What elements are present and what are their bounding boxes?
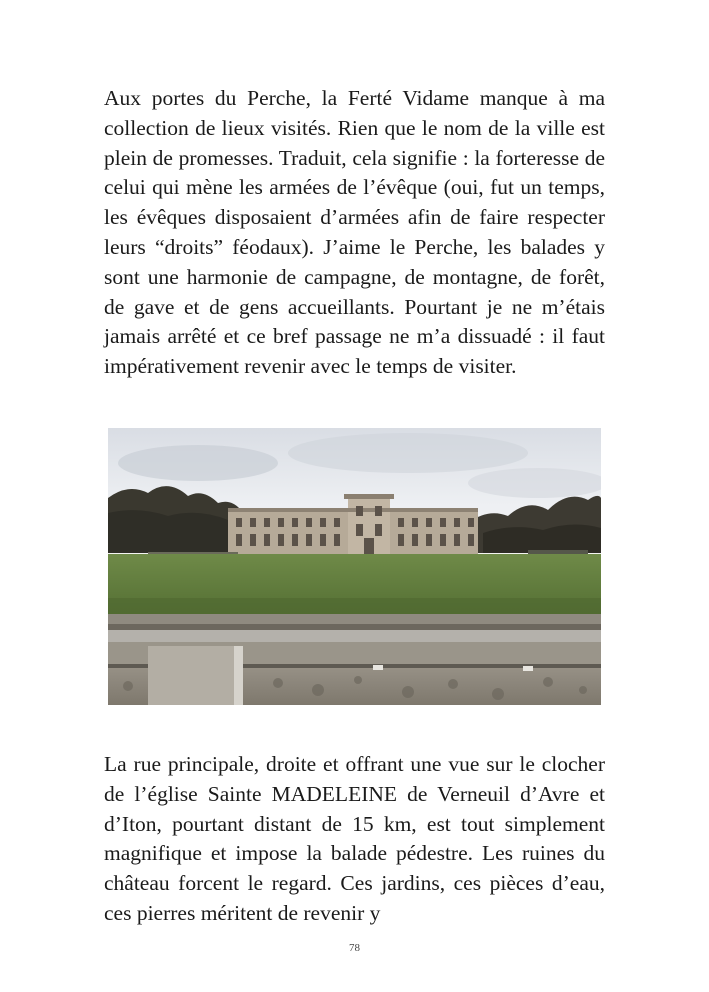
paragraph-main-street: La rue principale, droite et offrant une vue sur le clocher de l’église Sainte MADELEINE de Verneuil d’Avre et d’Iton, pourtant distant de 15 km, est tout simplement magnifique et impose la balade pédestre. Les ruines du château forcent le regard. Ces jardins, ces pièces d’eau, ces pierres méritent de revenir y: [104, 752, 605, 925]
paragraph-intro: Aux portes du Perche, la Ferté Vidame manque à ma collection de lieux visités. Rien que le nom de la ville est plein de promesses. Traduit, cela signifie : la forteresse de celui qui mène les armées de l’évêque (oui, fut un temps, les évêques disposaient d’armées afin de faire respecter leurs “droits” féodaux). J’aime le Perche, les balades y sont une harmonie de campagne, de montagne, de forêt, de gave et de gens accueillants. Pourtant je ne m’étais jamais arrêté et ce bref passage ne m’a dissuadé : il faut impérativement revenir avec le temps de visiter.: [104, 86, 605, 379]
chateau-ruins-illustration: [108, 428, 601, 705]
page-number: 78: [349, 942, 360, 954]
chateau-ruins-photo: [108, 428, 601, 705]
